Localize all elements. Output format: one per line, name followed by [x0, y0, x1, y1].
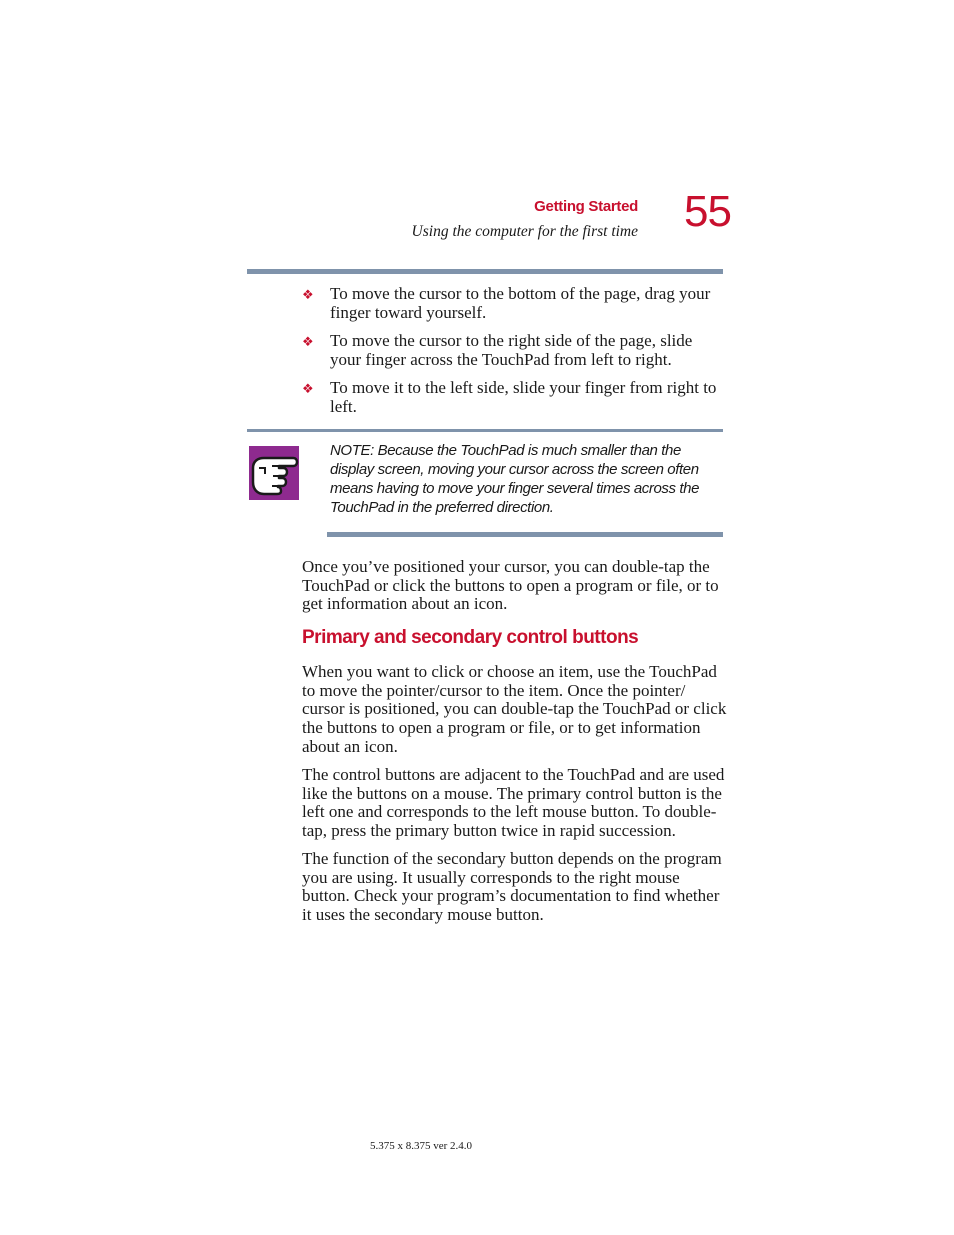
note-bottom-rule	[327, 532, 723, 537]
running-header-chapter: Getting Started	[534, 198, 638, 215]
bullet-list	[302, 284, 727, 425]
header-rule	[247, 269, 723, 274]
list-item	[302, 331, 727, 369]
paragraph: When you want to click or choose an item, use the TouchPad to move the pointer/cursor to the item. Once the pointer/ cursor is positioned, you can double-tap the TouchPad or click the buttons to open a program or file, or to get information about an icon.	[302, 662, 727, 756]
running-header-section: Using the computer for the first time	[411, 223, 638, 240]
list-item-text: To move the cursor to the right side of the page, slide your finger across the TouchPad from left to right.	[330, 331, 693, 369]
note-top-rule	[247, 429, 723, 432]
paragraph: The function of the secondary button depends on the program you are using. It usually corresponds to the right mouse button. Check your program’s documentation to find whether it uses the secondary mouse button.	[302, 849, 722, 925]
bullet-diamond-icon: ❖	[302, 381, 314, 396]
section-title: Primary and secondary control buttons	[302, 627, 639, 648]
bullet-diamond-icon: ❖	[302, 334, 314, 349]
list-item	[302, 284, 727, 322]
list-item	[302, 378, 727, 416]
paragraph: The control buttons are adjacent to the TouchPad and are used like the buttons on a mouse. The primary control button is the left one and corresponds to the left mouse button. To double-tap, press the primary button twice in rapid succession.	[302, 765, 725, 841]
page-number: 55	[684, 187, 731, 236]
paragraph: Once you’ve positioned your cursor, you can double-tap the TouchPad or click the buttons to open a program or file, or to get information about an icon.	[302, 557, 719, 614]
page-footer: 5.375 x 8.375 ver 2.4.0	[370, 1140, 473, 1152]
bullet-diamond-icon: ❖	[302, 287, 314, 302]
note-text: NOTE: Because the TouchPad is much smaller than the display screen, moving your cursor across the screen often means having to move your finger several times across the TouchPad in the preferred direction.	[330, 442, 700, 516]
pointing-hand-icon	[249, 446, 299, 500]
list-item-text: To move the cursor to the bottom of the page, drag your finger toward yourself.	[330, 284, 711, 322]
list-item-text: To move it to the left side, slide your finger from right to left.	[330, 378, 717, 416]
